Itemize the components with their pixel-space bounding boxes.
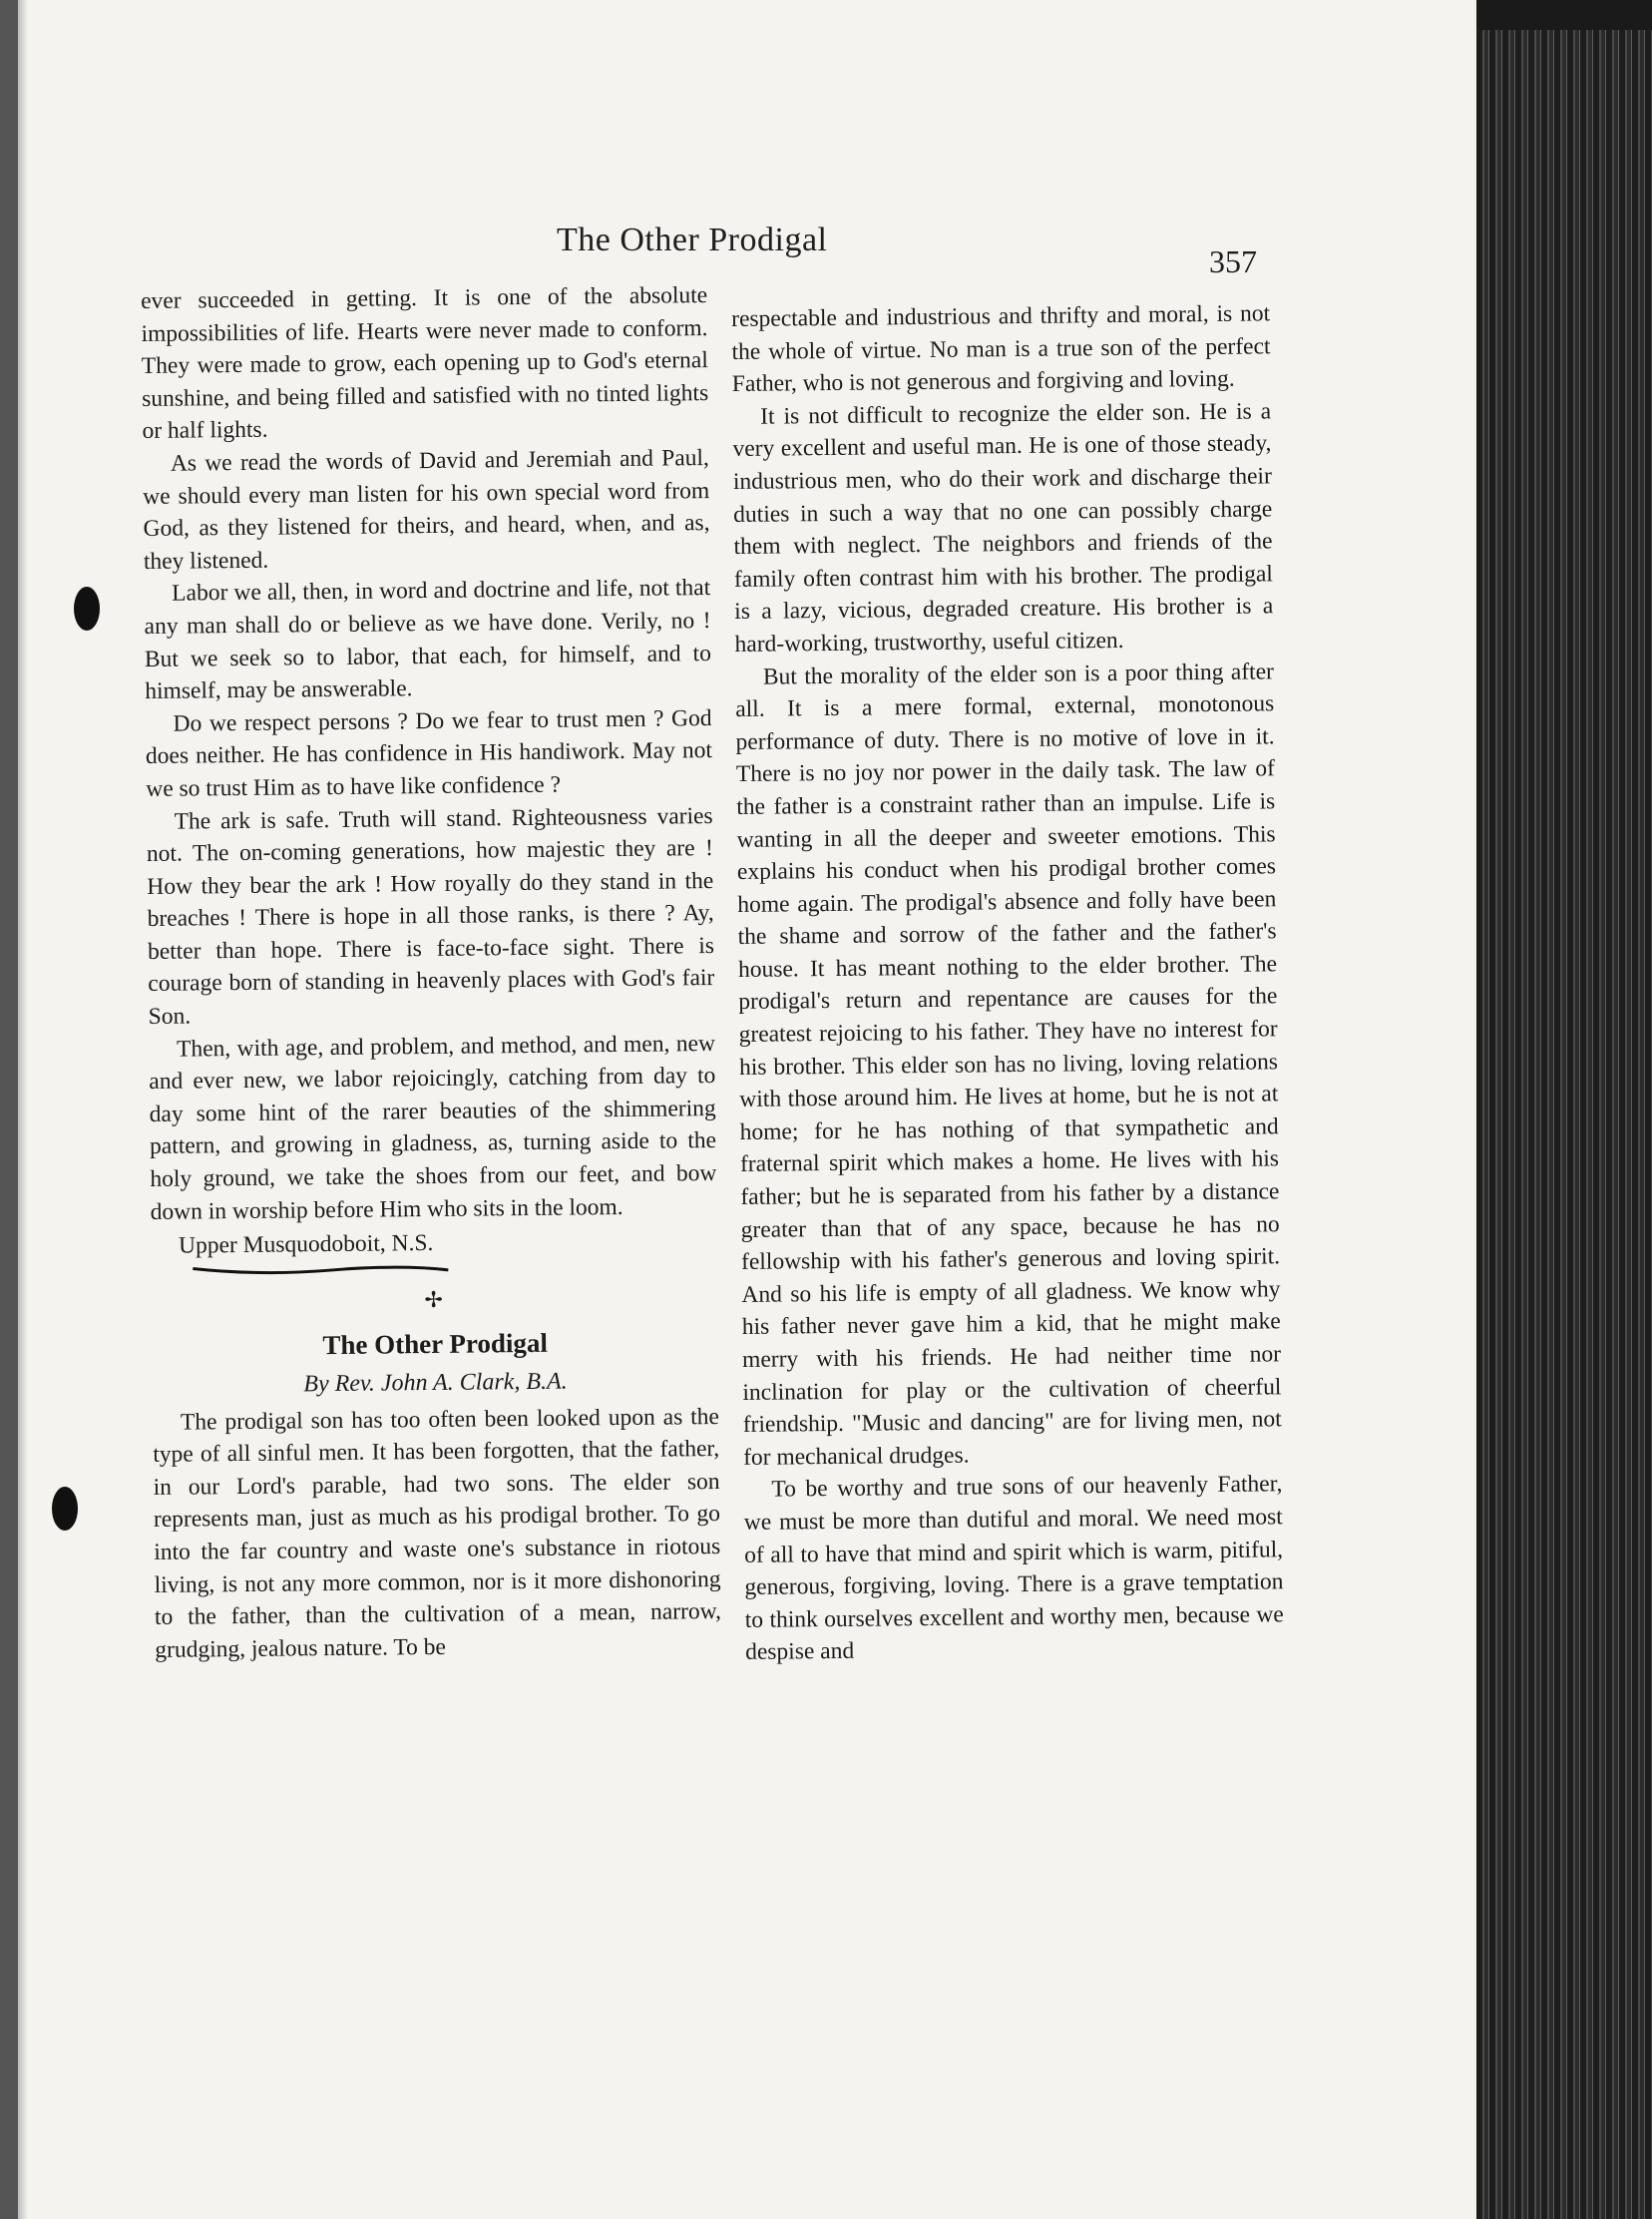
- book-page: [18, 0, 1476, 2219]
- left-column: [141, 279, 721, 1666]
- article-byline: By Rev. John A. Clark, B.A.: [303, 1368, 568, 1398]
- binding-hole: [52, 1487, 78, 1531]
- paragraph: As we read the words of David and Jeremiah and Paul, we should every man listen for his own special word from God, as they listened for theirs, and heard, when, and as, they listened.: [143, 445, 710, 575]
- paragraph: ever succeeded in getting. It is one of the absolute impossibilities of life. Hearts were never made to conform. They were made to grow, each opening up to God's eternal sunshine, and being filled and satisfied with no tinted lights or half lights.: [141, 282, 709, 445]
- scan-top-edge: [1476, 0, 1652, 30]
- paragraph: Then, with age, and problem, and method, and men, new and ever new, we labor rejoicingly, catching from day to day some hint of the rarer beauties of the shimmering pattern, and growing in gladness, as, turning aside to the holy ground, we take the shoes from our feet, and bow down in worship before Him who sits in the loom.: [149, 1030, 717, 1225]
- ornament-divider: ✢: [424, 1286, 446, 1312]
- paragraph: To be worthy and true sons of our heavenly Father, we must be more than dutiful and moral. We need most of all to have that mind and spirit which is warm, pitiful, generous, forgiving, loving. There is a grave temptation to think ourselves excellent and worthy men, because we despise and: [743, 1471, 1284, 1666]
- page-number: 357: [1209, 243, 1257, 279]
- paragraph: The prodigal son has too often been looked upon as the type of all sinful men. It has been forgotten, that the father, in our Lord's parable, had two sons. The elder son represents man, just as much as his prodigal brother. To go into the far country and waste one's substance in riotous living, is not any more common, nor is it more dishonoring to the father, than the cultivation of a mean, narrow, grudging, jealous nature. To be: [153, 1403, 722, 1663]
- binding-hole: [74, 587, 100, 631]
- paragraph: The ark is safe. Truth will stand. Righteousness varies not. The on-coming generations, how majestic they are ! How they bear the ark ! How royally do they stand in the breaches ! There is hope in all those ranks, is there ? Ay, better than hope. There is face-to-face sight. There is courage born of standing in heavenly places with God's fair Son.: [146, 802, 715, 1031]
- paragraph: It is not difficult to recognize the elder son. He is a very excellent and useful man. He is one of those steady, industrious men, who do their work and discharge their duties in such a way that no one can possibly charge them with neglect. The neighbors and friends of the family often contrast him with his brother. The prodigal is a lazy, vicious, degraded creature. His brother is a hard-working, trustworthy, useful citizen.: [732, 398, 1274, 658]
- page-gutter-shadow: [18, 0, 28, 2219]
- paragraph: Labor we all, then, in word and doctrine and life, not that any man shall do or believe as we have done. Verily, no ! But we seek so to labor, that each, for himself, and to himself, may be answerable.: [144, 575, 712, 705]
- paragraph: Do we respect persons ? Do we fear to trust men ? God does neither. He has confidence in His handiwork. May not we so trust Him as to have like confidence ?: [145, 704, 713, 802]
- book-left-edge: [0, 0, 18, 2219]
- article-title: The Other Prodigal: [322, 1328, 549, 1361]
- running-head: The Other Prodigal: [557, 222, 828, 258]
- signature: Upper Musquodoboit, N.S.: [178, 1230, 434, 1259]
- paragraph: respectable and industrious and thrifty and moral, is not the whole of virtue. No man is a true son of the perfect Father, who is not generous and forgiving and loving.: [731, 300, 1271, 398]
- book-page-edges: [1476, 30, 1652, 2219]
- right-column: [731, 297, 1284, 1669]
- paragraph: But the morality of the elder son is a poor thing after all. It is a mere formal, external, monotonous performance of duty. There is no motive of love in it. There is no joy nor power in the daily task. The law of the father is a constraint rather than an impulse. Life is wanting in all the deeper and sweeter emotions. This explains his conduct when his prodigal brother comes home again. The prodigal's absence and folly have been the shame and sorrow of the father and the father's house. It has meant nothing to the elder brother. The prodigal's return and repentance are causes for the greatest rejoicing to his father. They have no interest for his brother. This elder son has no living, loving relations with those around him. He lives at home, but he is not at home; for he has nothing of that sympathetic and fraternal spirit which makes a home. He lives with his father; but he is separated from his father by a distance greater than that of any space, because he has no fellowship with his father's generous and loving spirit. And so his life is empty of all gladness. We know why his father never gave him a kid, that he might make merry with his friends. He had neither time nor inclination for play or the cultivation of cheerful friendship. "Music and dancing" are for living men, not for mechanical drudges.: [735, 658, 1282, 1471]
